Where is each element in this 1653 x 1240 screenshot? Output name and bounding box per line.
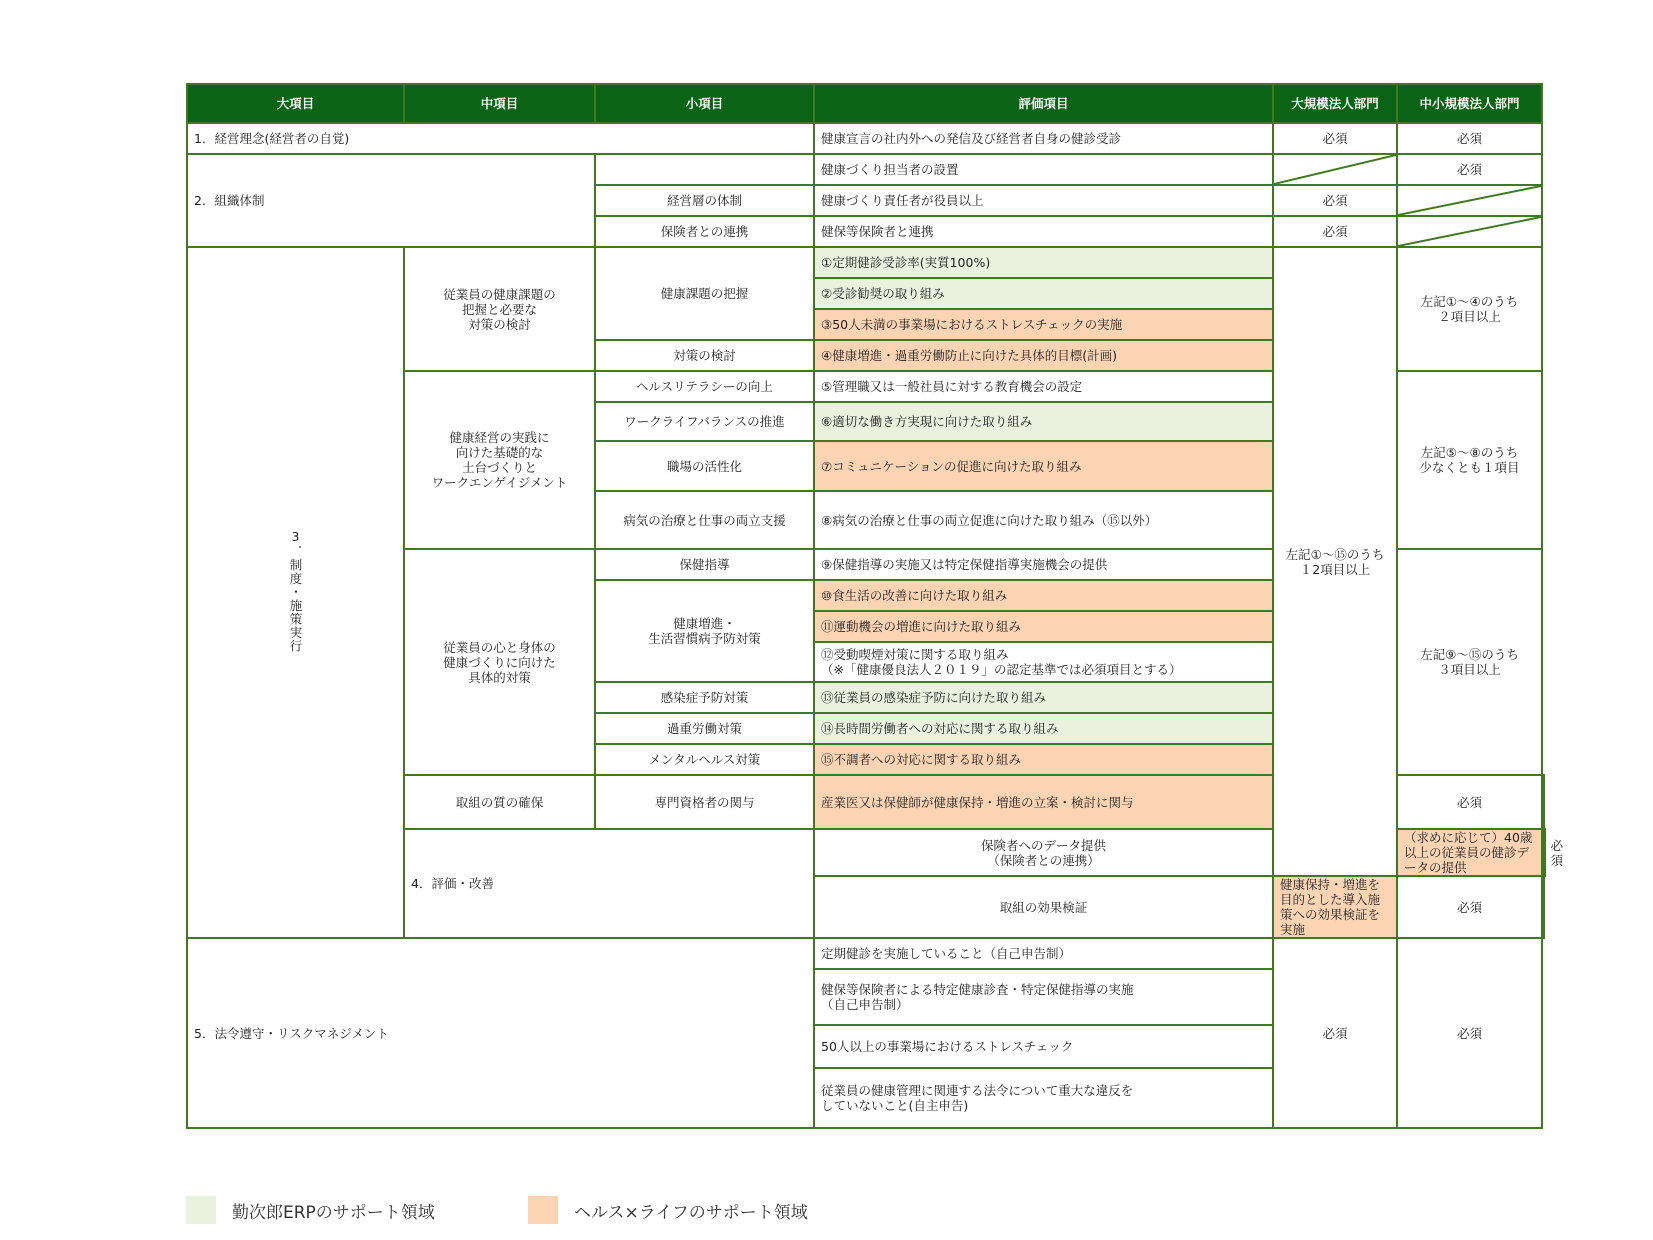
eval-item-health: ④健康増進・過重労働防止に向けた具体的目標(計画) [814, 340, 1273, 371]
large-corp-required: 必須 [1397, 876, 1542, 938]
minor-item: 取組の効果検証 [814, 876, 1273, 938]
large-corp-condition: 左記①～⑮のうち １2項目以上 [1273, 247, 1397, 876]
header-minor: 小項目 [595, 84, 814, 123]
diagonal-line [1398, 186, 1541, 215]
not-applicable-cell [1397, 216, 1542, 247]
small-corp-required: 必須 [1544, 829, 1546, 876]
middle-item: 従業員の健康課題の 把握と必要な 対策の検討 [404, 247, 595, 371]
not-applicable-cell [1542, 829, 1544, 876]
eval-item-health: ⑮不調者への対応に関する取り組み [814, 744, 1273, 775]
legend-erp-swatch [186, 1196, 216, 1224]
criteria-table [186, 83, 1564, 1129]
minor-item: 過重労働対策 [595, 713, 814, 744]
eval-item-erp: ②受診勧奨の取り組み [814, 278, 1273, 309]
legend-health-label: ヘルス×ライフのサポート領域 [574, 1202, 808, 1223]
table-row [187, 247, 1545, 278]
minor-item: メンタルヘルス対策 [595, 744, 814, 775]
eval-item-erp: ⑭長時間労働者への対応に関する取り組み [814, 713, 1273, 744]
header-major: 大項目 [187, 84, 404, 123]
middle-item: 取組の質の確保 [404, 775, 595, 829]
minor-item: 保健指導 [595, 549, 814, 580]
eval-item: 50人以上の事業場におけるストレスチェック [814, 1025, 1273, 1068]
header-row [187, 84, 1545, 123]
legend-erp [186, 1196, 435, 1224]
eval-item-health: 産業医又は保健師が健康保持・増進の立案・検討に関与 [814, 775, 1273, 829]
minor-item-empty [595, 154, 814, 185]
small-corp-required: 必須 [1397, 938, 1542, 1128]
small-corp-condition: 左記⑤～⑧のうち 少なくとも１項目 [1397, 371, 1542, 549]
minor-item: 対策の検討 [595, 340, 814, 371]
eval-item-health: ③50人未満の事業場におけるストレスチェックの実施 [814, 309, 1273, 340]
major-item-3 [187, 247, 404, 938]
large-corp-required: 必須 [1273, 123, 1397, 154]
major-item-5: 5．法令遵守・リスクマネジメント [187, 938, 814, 1128]
eval-item-health: 健康保持・増進を目的とした導入施策への効果検証を実施 [1273, 876, 1397, 938]
not-applicable-cell [1273, 154, 1397, 185]
eval-item-erp: ①定期健診受診率(実質100%) [814, 247, 1273, 278]
eval-item: 健康づくり責任者が役員以上 [814, 185, 1273, 216]
major-item-3-label: 3．制度・施策実行 [288, 529, 303, 653]
minor-item: 感染症予防対策 [595, 682, 814, 713]
minor-item: 職場の活性化 [595, 441, 814, 491]
table-row [187, 123, 1545, 154]
eval-item: 健保等保険者と連携 [814, 216, 1273, 247]
legend-erp-label: 勤次郎ERPのサポート領域 [232, 1202, 435, 1223]
table-row [187, 938, 1545, 969]
eval-item: 健康宣言の社内外への発信及び経営者自身の健診受診 [814, 123, 1273, 154]
eval-item-health: ⑪運動機会の増進に向けた取り組み [814, 611, 1273, 642]
header-eval: 評価項目 [814, 84, 1273, 123]
small-corp-required: 必須 [1397, 154, 1542, 185]
minor-item: 保険者へのデータ提供 （保険者との連携） [814, 829, 1273, 876]
minor-item: 病気の治療と仕事の両立支援 [595, 491, 814, 549]
header-small-corp: 中小規模法人部門 [1397, 84, 1542, 123]
eval-item: ⑨保健指導の実施又は特定保健指導実施機会の提供 [814, 549, 1273, 580]
eval-item-erp: ⑥適切な働き方実現に向けた取り組み [814, 402, 1273, 441]
eval-item: 健康づくり担当者の設置 [814, 154, 1273, 185]
eval-item: ⑫受動喫煙対策に関する取り組み （※「健康優良法人２０１９」の認定基準では必須項目とする） [814, 642, 1273, 682]
middle-item: 健康経営の実践に 向けた基礎的な 土台づくりと ワークエンゲイジメント [404, 371, 595, 549]
major-item-2: 2．組織体制 [187, 154, 595, 247]
table-row [187, 154, 1545, 185]
minor-item: ヘルスリテラシーの向上 [595, 371, 814, 402]
eval-item-erp: ⑬従業員の感染症予防に向けた取り組み [814, 682, 1273, 713]
eval-item: 定期健診を実施していること（自己申告制） [814, 938, 1273, 969]
eval-item-health: ⑩食生活の改善に向けた取り組み [814, 580, 1273, 611]
middle-item: 従業員の心と身体の 健康づくりに向けた 具体的対策 [404, 549, 595, 775]
eval-item: 従業員の健康管理に関連する法令について重大な違反を していないこと(自主申告) [814, 1068, 1273, 1128]
eval-item: ⑤管理職又は一般社員に対する教育機会の設定 [814, 371, 1273, 402]
header-middle: 中項目 [404, 84, 595, 123]
not-applicable-cell [1397, 185, 1542, 216]
large-corp-required: 必須 [1397, 775, 1542, 829]
small-corp-condition: 左記①～④のうち ２項目以上 [1397, 247, 1542, 371]
small-corp-required: 必須 [1397, 123, 1542, 154]
major-item-1: 1．経営理念(経営者の自覚) [187, 123, 814, 154]
header-large-corp: 大規模法人部門 [1273, 84, 1397, 123]
minor-item: 専門資格者の関与 [595, 775, 814, 829]
large-corp-required: 必須 [1273, 185, 1397, 216]
minor-item: 保険者との連携 [595, 216, 814, 247]
minor-item: 健康課題の把握 [595, 247, 814, 340]
eval-item-health: （求めに応じて）40歳以上の従業員の健診データの提供 [1397, 829, 1542, 876]
eval-item-health: ⑦コミュニケーションの促進に向けた取り組み [814, 441, 1273, 491]
minor-item: 健康増進・ 生活習慣病予防対策 [595, 580, 814, 682]
small-corp-condition: 左記⑨～⑮のうち ３項目以上 [1397, 549, 1542, 775]
legend-health [528, 1196, 808, 1224]
diagonal-line [1274, 155, 1396, 184]
eval-item: 健保等保険者による特定健康診査・特定保健指導の実施 （自己申告制） [814, 969, 1273, 1025]
not-applicable-cell [1542, 876, 1544, 938]
minor-item: ワークライフバランスの推進 [595, 402, 814, 441]
eval-item: ⑧病気の治療と仕事の両立促進に向けた取り組み（⑮以外） [814, 491, 1273, 549]
minor-item: 経営層の体制 [595, 185, 814, 216]
large-corp-required: 必須 [1273, 216, 1397, 247]
large-corp-required: 必須 [1273, 938, 1397, 1128]
diagonal-line [1398, 217, 1541, 246]
legend-health-swatch [528, 1196, 558, 1224]
major-item-4: 4．評価・改善 [404, 829, 814, 938]
not-applicable-cell [1542, 775, 1544, 829]
